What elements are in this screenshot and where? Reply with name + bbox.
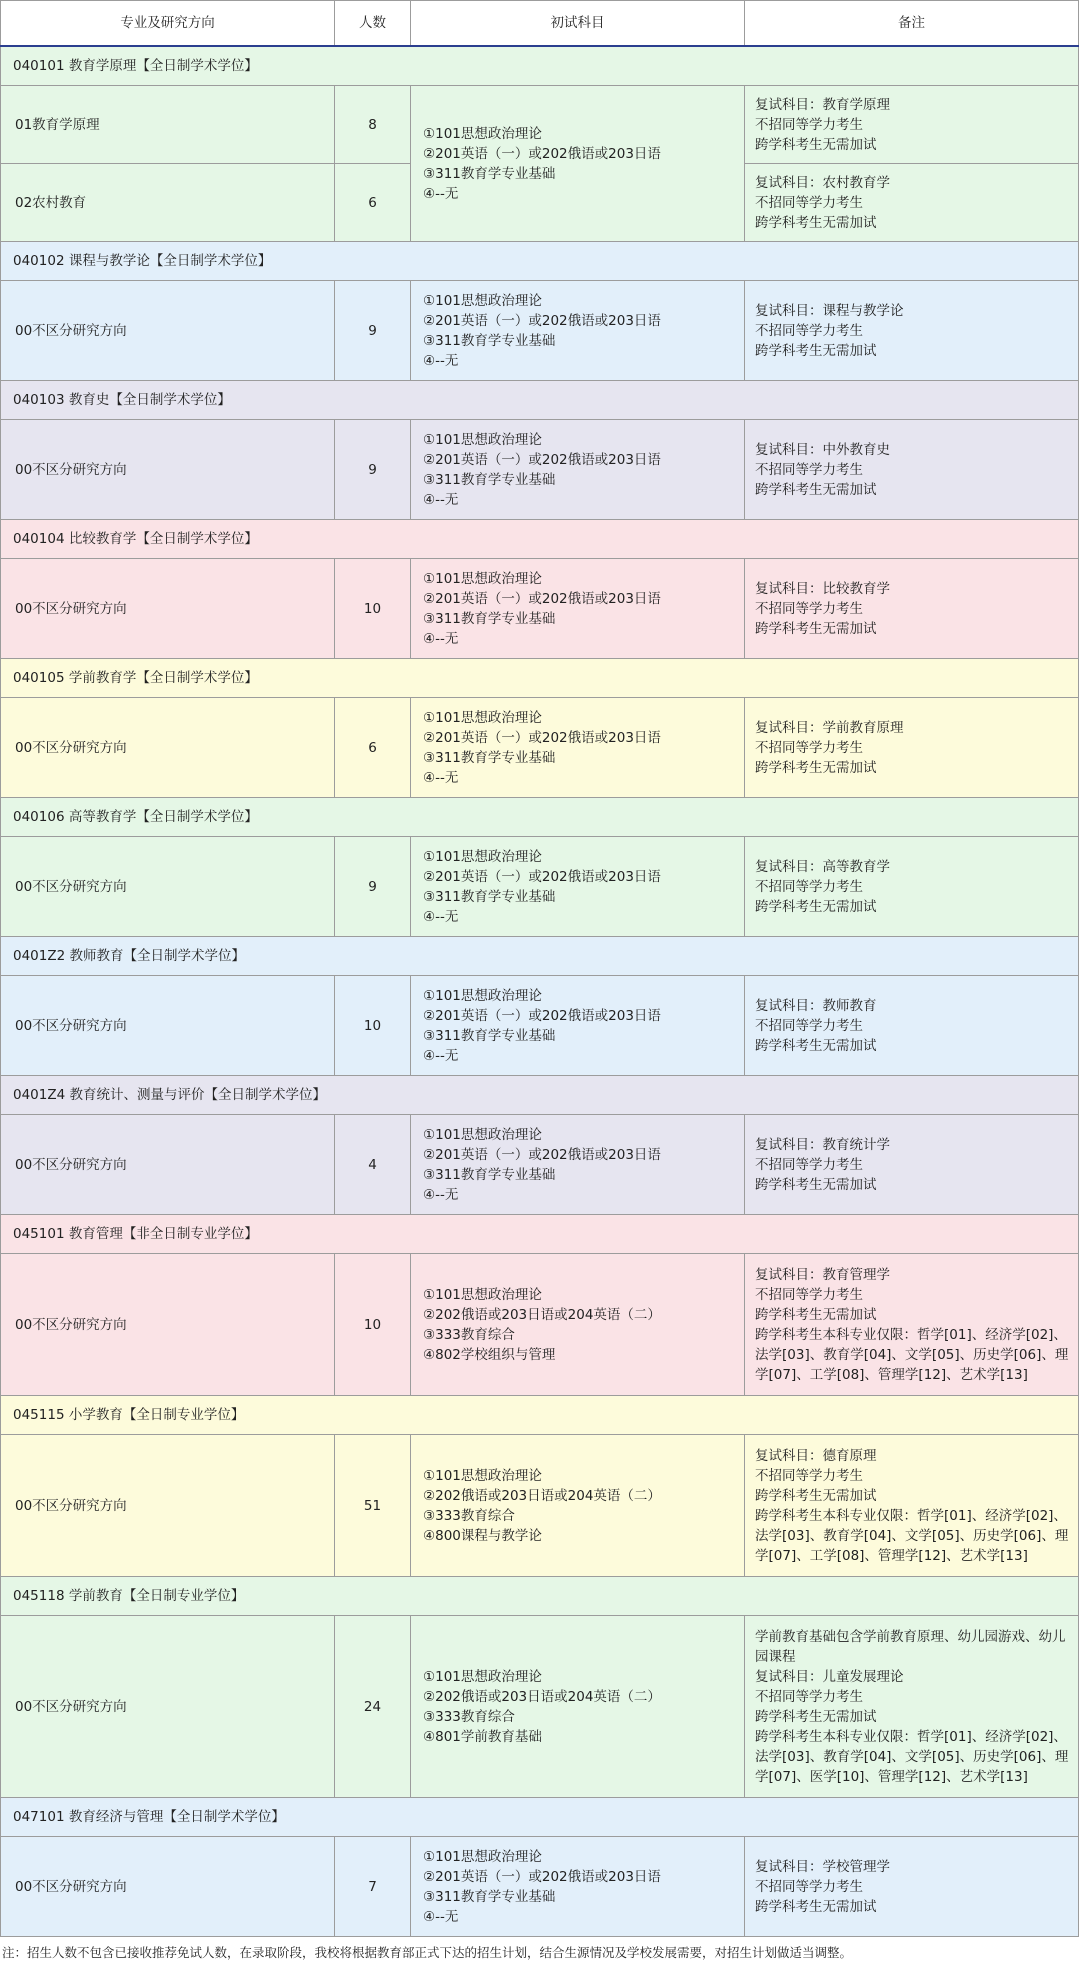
section-row <box>1 937 1079 976</box>
exam-subject: ④--无 <box>423 491 459 508</box>
direction-cell: 00不区分研究方向 <box>1 837 335 937</box>
table-row <box>1 1435 1079 1577</box>
section-row <box>1 520 1079 559</box>
exam-subject: ①101思想政治理论 <box>423 1467 542 1484</box>
direction-cell: 00不区分研究方向 <box>1 1115 335 1215</box>
exam-subject: ①101思想政治理论 <box>423 709 542 726</box>
note-line: 跨学科考生本科专业仅限：哲学[01]、经济学[02]、法学[03]、教育学[04]、文学[05]、历史学[06]、理学[07]、工学[08]、管理学[12]、艺术学[13] <box>755 1507 1069 1564</box>
exam-subject: ①101思想政治理论 <box>423 292 542 309</box>
note-line: 复试科目：中外教育史 <box>755 441 890 458</box>
count-cell: 9 <box>335 420 411 520</box>
exam-subject: ①101思想政治理论 <box>423 1668 542 1685</box>
count-cell: 10 <box>335 559 411 659</box>
section-title: 040104 比较教育学【全日制学术学位】 <box>1 520 1079 559</box>
note-line: 不招同等学力考生 <box>755 1286 863 1303</box>
exam-subject: ③311教育学专业基础 <box>423 1888 556 1905</box>
section-row <box>1 1577 1079 1616</box>
note-line: 不招同等学力考生 <box>755 322 863 339</box>
direction-cell: 00不区分研究方向 <box>1 559 335 659</box>
table-row <box>1 698 1079 798</box>
exam-subjects-cell <box>411 698 745 798</box>
exam-subject: ②201英语（一）或202俄语或203日语 <box>423 451 661 468</box>
exam-subject: ③311教育学专业基础 <box>423 749 556 766</box>
exam-subject: ③311教育学专业基础 <box>423 165 556 182</box>
exam-subjects-cell <box>411 420 745 520</box>
exam-subject: ②201英语（一）或202俄语或203日语 <box>423 145 661 162</box>
note-line: 跨学科考生无需加试 <box>755 481 877 498</box>
section-row <box>1 659 1079 698</box>
section-title: 047101 教育经济与管理【全日制学术学位】 <box>1 1798 1079 1837</box>
direction-cell: 00不区分研究方向 <box>1 1837 335 1937</box>
exam-subjects-cell <box>411 837 745 937</box>
count-cell: 7 <box>335 1837 411 1937</box>
note-line: 跨学科考生本科专业仅限：哲学[01]、经济学[02]、法学[03]、教育学[04]、文学[05]、历史学[06]、理学[07]、工学[08]、管理学[12]、艺术学[13] <box>755 1326 1069 1383</box>
exam-subject: ②201英语（一）或202俄语或203日语 <box>423 590 661 607</box>
section-title: 040103 教育史【全日制学术学位】 <box>1 381 1079 420</box>
note-line: 复试科目：农村教育学 <box>755 174 890 191</box>
section-title: 040106 高等教育学【全日制学术学位】 <box>1 798 1079 837</box>
header-count: 人数 <box>335 1 411 47</box>
count-cell: 10 <box>335 1254 411 1396</box>
section-row <box>1 1215 1079 1254</box>
note-line: 不招同等学力考生 <box>755 1017 863 1034</box>
section-title: 0401Z4 教育统计、测量与评价【全日制学术学位】 <box>1 1076 1079 1115</box>
note-line: 跨学科考生无需加试 <box>755 1708 877 1725</box>
exam-subject: ②201英语（一）或202俄语或203日语 <box>423 1146 661 1163</box>
notes-cell <box>745 1115 1079 1215</box>
note-line: 复试科目：学校管理学 <box>755 1858 890 1875</box>
notes-cell <box>745 1435 1079 1577</box>
note-line: 复试科目：德育原理 <box>755 1447 877 1464</box>
table-row <box>1 1115 1079 1215</box>
section-title: 045115 小学教育【全日制专业学位】 <box>1 1396 1079 1435</box>
note-line: 跨学科考生无需加试 <box>755 759 877 776</box>
exam-subjects-cell <box>411 976 745 1076</box>
notes-cell <box>745 420 1079 520</box>
exam-subject: ②201英语（一）或202俄语或203日语 <box>423 1007 661 1024</box>
exam-subject: ④--无 <box>423 1047 459 1064</box>
direction-cell: 02农村教育 <box>1 164 335 242</box>
exam-subject: ②202俄语或203日语或204英语（二） <box>423 1306 661 1323</box>
exam-subject: ③311教育学专业基础 <box>423 1027 556 1044</box>
note-line: 复试科目：课程与教学论 <box>755 302 904 319</box>
note-line: 不招同等学力考生 <box>755 1688 863 1705</box>
notes-cell <box>745 86 1079 164</box>
section-row <box>1 1396 1079 1435</box>
notes-cell <box>745 281 1079 381</box>
exam-subject: ①101思想政治理论 <box>423 125 542 142</box>
exam-subjects-cell <box>411 1616 745 1798</box>
count-cell: 4 <box>335 1115 411 1215</box>
notes-cell <box>745 559 1079 659</box>
direction-cell: 00不区分研究方向 <box>1 420 335 520</box>
note-line: 不招同等学力考生 <box>755 194 863 211</box>
notes-cell <box>745 164 1079 242</box>
count-cell: 9 <box>335 281 411 381</box>
count-cell: 51 <box>335 1435 411 1577</box>
count-cell: 8 <box>335 86 411 164</box>
exam-subject: ④--无 <box>423 185 459 202</box>
count-cell: 6 <box>335 698 411 798</box>
direction-cell: 00不区分研究方向 <box>1 976 335 1076</box>
count-cell: 24 <box>335 1616 411 1798</box>
exam-subject: ①101思想政治理论 <box>423 431 542 448</box>
note-line: 复试科目：学前教育原理 <box>755 719 904 736</box>
exam-subject: ②202俄语或203日语或204英语（二） <box>423 1487 661 1504</box>
note-line: 复试科目：比较教育学 <box>755 580 890 597</box>
exam-subject: ④--无 <box>423 908 459 925</box>
note-line: 复试科目：高等教育学 <box>755 858 890 875</box>
exam-subject: ③333教育综合 <box>423 1326 515 1343</box>
table-row <box>1 837 1079 937</box>
note-line: 不招同等学力考生 <box>755 600 863 617</box>
section-title: 040101 教育学原理【全日制学术学位】 <box>1 46 1079 86</box>
exam-subject: ①101思想政治理论 <box>423 1126 542 1143</box>
notes-cell <box>745 698 1079 798</box>
note-line: 跨学科考生无需加试 <box>755 214 877 231</box>
note-line: 复试科目：教育统计学 <box>755 1136 890 1153</box>
section-row <box>1 1798 1079 1837</box>
note-line: 学前教育基础包含学前教育原理、幼儿园游戏、幼儿园课程 <box>755 1628 1066 1665</box>
note-line: 跨学科考生无需加试 <box>755 342 877 359</box>
section-row <box>1 1076 1079 1115</box>
header-notes: 备注 <box>745 1 1079 47</box>
section-title: 045118 学前教育【全日制专业学位】 <box>1 1577 1079 1616</box>
note-line: 复试科目：教育管理学 <box>755 1266 890 1283</box>
exam-subject: ②201英语（一）或202俄语或203日语 <box>423 312 661 329</box>
exam-subject: ②201英语（一）或202俄语或203日语 <box>423 868 661 885</box>
note-line: 复试科目：教育学原理 <box>755 96 890 113</box>
exam-subjects-cell <box>411 86 745 242</box>
note-line: 跨学科考生无需加试 <box>755 1898 877 1915</box>
section-title: 040102 课程与教学论【全日制学术学位】 <box>1 242 1079 281</box>
note-line: 跨学科考生无需加试 <box>755 898 877 915</box>
exam-subjects-cell <box>411 1837 745 1937</box>
exam-subject: ④801学前教育基础 <box>423 1728 542 1745</box>
section-row <box>1 798 1079 837</box>
exam-subjects-cell <box>411 1115 745 1215</box>
note-line: 跨学科考生无需加试 <box>755 1176 877 1193</box>
section-title: 045101 教育管理【非全日制专业学位】 <box>1 1215 1079 1254</box>
note-line: 不招同等学力考生 <box>755 1467 863 1484</box>
count-cell: 9 <box>335 837 411 937</box>
exam-subject: ②201英语（一）或202俄语或203日语 <box>423 729 661 746</box>
table-row <box>1 281 1079 381</box>
note-line: 跨学科考生无需加试 <box>755 136 877 153</box>
note-line: 不招同等学力考生 <box>755 461 863 478</box>
exam-subject: ④--无 <box>423 769 459 786</box>
exam-subject: ③311教育学专业基础 <box>423 471 556 488</box>
exam-subject: ④--无 <box>423 630 459 647</box>
section-row <box>1 242 1079 281</box>
table-row <box>1 420 1079 520</box>
count-cell: 6 <box>335 164 411 242</box>
direction-cell: 00不区分研究方向 <box>1 698 335 798</box>
note-line: 跨学科考生无需加试 <box>755 1037 877 1054</box>
note-line: 不招同等学力考生 <box>755 878 863 895</box>
header-row <box>1 1 1079 47</box>
note-line: 不招同等学力考生 <box>755 1156 863 1173</box>
section-title: 0401Z2 教师教育【全日制学术学位】 <box>1 937 1079 976</box>
exam-subject: ①101思想政治理论 <box>423 848 542 865</box>
direction-cell: 00不区分研究方向 <box>1 1616 335 1798</box>
direction-cell: 00不区分研究方向 <box>1 1254 335 1396</box>
exam-subject: ③333教育综合 <box>423 1708 515 1725</box>
note-line: 不招同等学力考生 <box>755 1878 863 1895</box>
exam-subject: ④--无 <box>423 1908 459 1925</box>
note-line: 跨学科考生无需加试 <box>755 1487 877 1504</box>
exam-subject: ③311教育学专业基础 <box>423 1166 556 1183</box>
note-line: 不招同等学力考生 <box>755 116 863 133</box>
direction-cell: 00不区分研究方向 <box>1 1435 335 1577</box>
exam-subject: ④--无 <box>423 352 459 369</box>
note-line: 复试科目：教师教育 <box>755 997 877 1014</box>
note-line: 跨学科考生本科专业仅限：哲学[01]、经济学[02]、法学[03]、教育学[04]、文学[05]、历史学[06]、理学[07]、医学[10]、管理学[12]、艺术学[13] <box>755 1728 1069 1785</box>
section-row <box>1 46 1079 86</box>
exam-subject: ④800课程与教学论 <box>423 1527 542 1544</box>
header-exams: 初试科目 <box>411 1 745 47</box>
direction-cell: 01教育学原理 <box>1 86 335 164</box>
table-body <box>1 46 1079 1937</box>
exam-subject: ③311教育学专业基础 <box>423 888 556 905</box>
exam-subject: ②202俄语或203日语或204英语（二） <box>423 1688 661 1705</box>
section-title: 040105 学前教育学【全日制学术学位】 <box>1 659 1079 698</box>
notes-cell <box>745 976 1079 1076</box>
direction-cell: 00不区分研究方向 <box>1 281 335 381</box>
table-row <box>1 1837 1079 1937</box>
exam-subjects-cell <box>411 1254 745 1396</box>
table-row <box>1 976 1079 1076</box>
note-line: 跨学科考生无需加试 <box>755 1306 877 1323</box>
table-row <box>1 1616 1079 1798</box>
notes-cell <box>745 1254 1079 1396</box>
header-major: 专业及研究方向 <box>1 1 335 47</box>
table-row <box>1 559 1079 659</box>
exam-subject: ①101思想政治理论 <box>423 987 542 1004</box>
exam-subjects-cell <box>411 1435 745 1577</box>
table-row <box>1 1254 1079 1396</box>
exam-subject: ③311教育学专业基础 <box>423 332 556 349</box>
exam-subject: ③311教育学专业基础 <box>423 610 556 627</box>
exam-subject: ②201英语（一）或202俄语或203日语 <box>423 1868 661 1885</box>
notes-cell <box>745 1837 1079 1937</box>
exam-subject: ④802学校组织与管理 <box>423 1346 556 1363</box>
exam-subject: ①101思想政治理论 <box>423 1286 542 1303</box>
footnote: 注：招生人数不包含已接收推荐免试人数，在录取阶段，我校将根据教育部正式下达的招生计划，结合生源情况及学校发展需要，对招生计划做适当调整。 <box>2 1945 853 1960</box>
exam-subject: ①101思想政治理论 <box>423 570 542 587</box>
notes-cell <box>745 837 1079 937</box>
notes-cell <box>745 1616 1079 1798</box>
exam-subject: ①101思想政治理论 <box>423 1848 542 1865</box>
exam-subject: ④--无 <box>423 1186 459 1203</box>
exam-subject: ③333教育综合 <box>423 1507 515 1524</box>
note-line: 跨学科考生无需加试 <box>755 620 877 637</box>
exam-subjects-cell <box>411 559 745 659</box>
section-row <box>1 381 1079 420</box>
table-row <box>1 86 1079 164</box>
note-line: 复试科目：儿童发展理论 <box>755 1668 904 1685</box>
exam-subjects-cell <box>411 281 745 381</box>
note-line: 不招同等学力考生 <box>755 739 863 756</box>
count-cell: 10 <box>335 976 411 1076</box>
